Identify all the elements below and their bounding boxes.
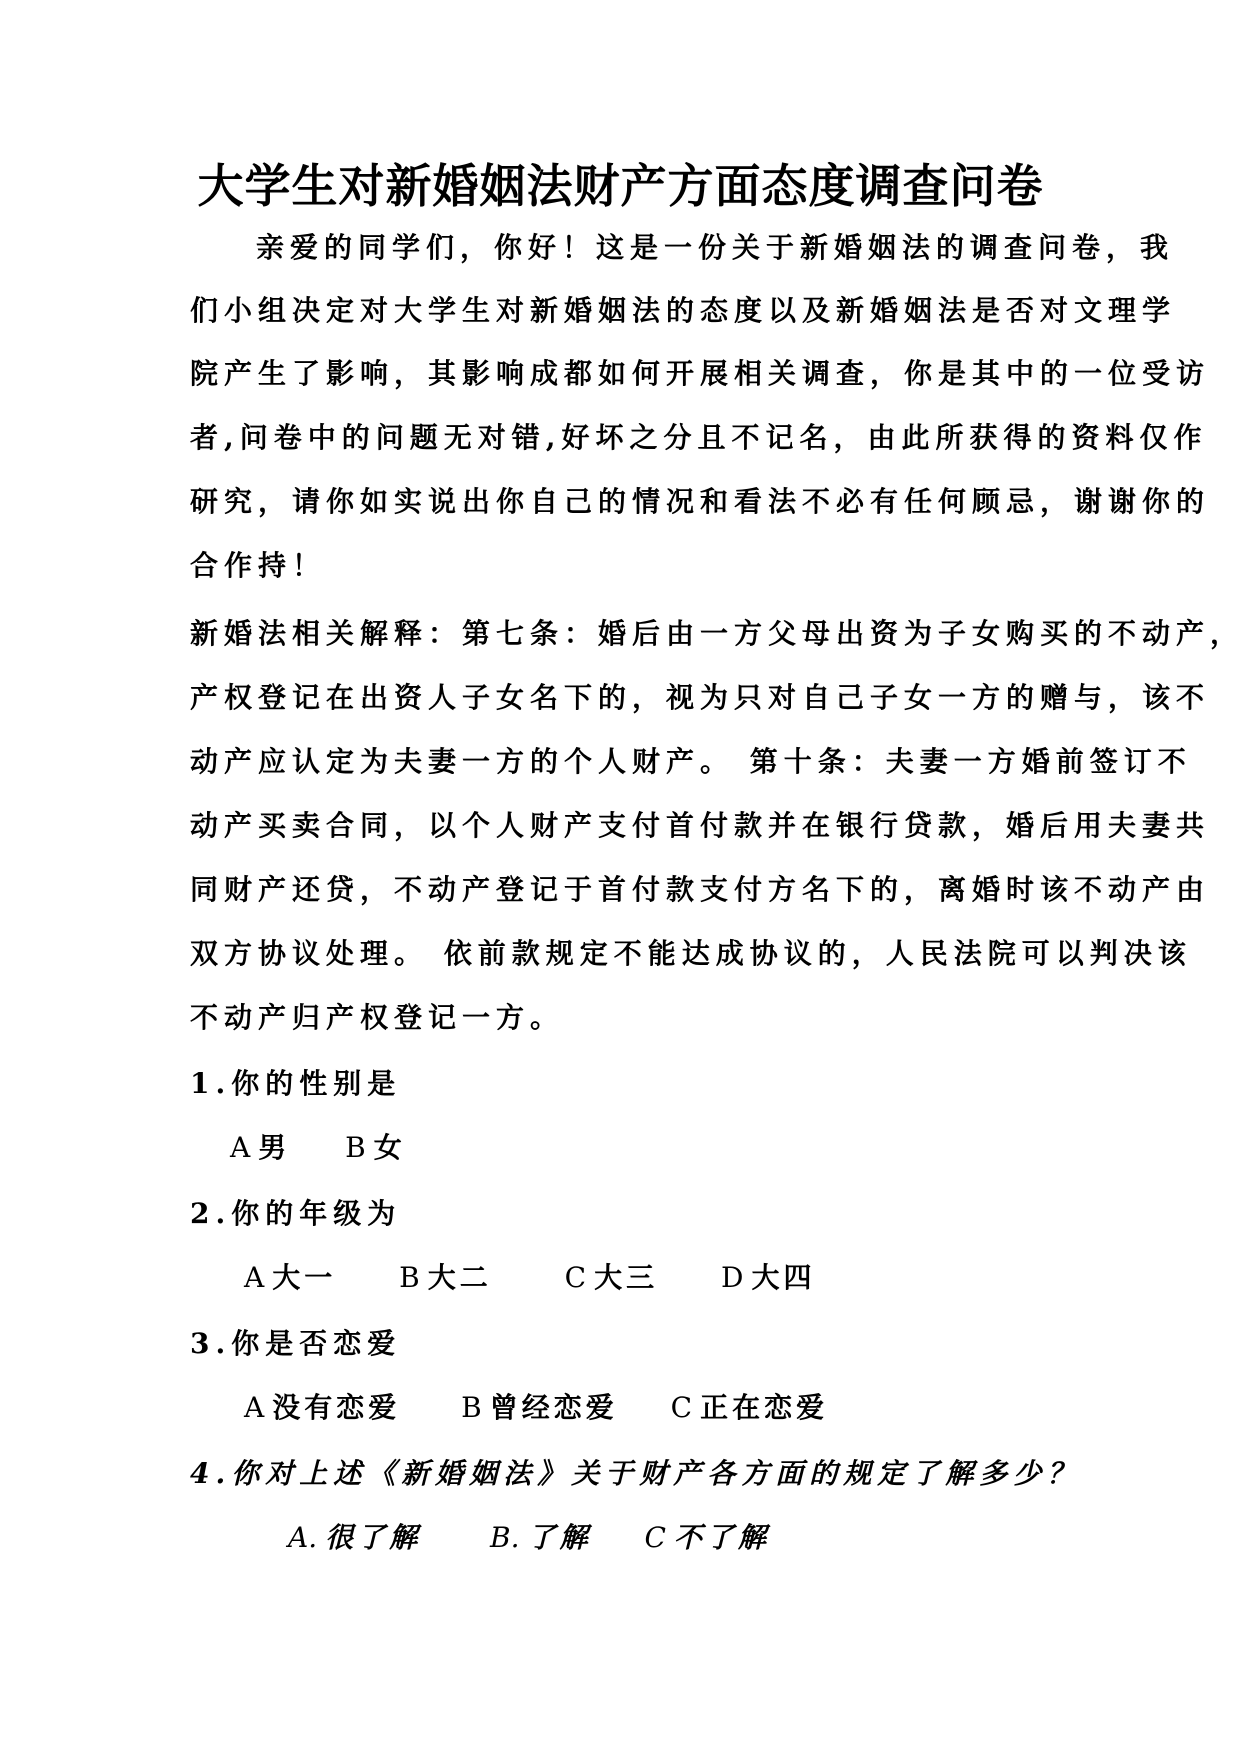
intro-line: 亲爱的同学们，你好！这是一份关于新婚姻法的调查问卷，我 <box>256 231 1175 264</box>
intro-line: 研究，请你如实说出你自己的情况和看法不必有任何顾忌，谢谢你的 <box>190 485 1211 518</box>
option-text: 女 <box>373 1131 406 1164</box>
option-letter: B <box>399 1261 420 1294</box>
option-letter: A <box>230 1131 251 1164</box>
option-text: 大一 <box>272 1261 337 1294</box>
law-line: 动产应认定为夫妻一方的个人财产。 第十条：夫妻一方婚前签订不 <box>190 745 1192 778</box>
intro-line: 合作持！ <box>190 549 327 582</box>
question-4-options <box>288 1518 816 1558</box>
option-letter: A <box>244 1391 265 1424</box>
question-4: 4.你对上述《新婚姻法》关于财产各方面的规定了解多少？ <box>190 1457 1082 1490</box>
option-c[interactable] <box>671 1388 828 1428</box>
option-text: 没有恋爱 <box>272 1391 401 1424</box>
law-line: 新婚法相关解释：第七条：婚后由一方父母出资为子女购买的不动产， <box>190 617 1244 650</box>
intro-line: 院产生了影响，其影响成都如何开展相关调查，你是其中的一位受访 <box>190 357 1211 390</box>
option-text: 不了解 <box>673 1521 770 1554</box>
option-text: 曾经恋爱 <box>489 1391 618 1424</box>
option-letter: A <box>244 1261 265 1294</box>
option-letter: B. <box>490 1521 520 1554</box>
option-text: 大二 <box>427 1261 492 1294</box>
question-3: 3.你是否恋爱 <box>190 1327 402 1360</box>
option-letter: B <box>461 1391 482 1424</box>
option-b[interactable] <box>345 1128 406 1168</box>
law-line: 同财产还贷，不动产登记于首付款支付方名下的，离婚时该不动产由 <box>190 873 1211 906</box>
question-1: 1.你的性别是 <box>190 1067 402 1100</box>
intro-line: 们小组决定对大学生对新婚姻法的态度以及新婚姻法是否对文理学 <box>190 294 1177 327</box>
law-line: 产权登记在出资人子女名下的，视为只对自己子女一方的赠与，该不 <box>190 681 1211 714</box>
law-line: 不动产归产权登记一方。 <box>190 1001 565 1034</box>
option-a[interactable] <box>230 1128 290 1168</box>
option-letter: B <box>345 1131 366 1164</box>
option-d[interactable] <box>721 1258 815 1298</box>
intro-line: 者,问卷中的问题无对错,好坏之分且不记名，由此所获得的资料仅作 <box>190 421 1208 454</box>
option-letter: D <box>721 1261 744 1294</box>
option-letter: A. <box>288 1521 318 1554</box>
question-1-options <box>230 1128 452 1168</box>
option-a[interactable] <box>244 1258 336 1298</box>
question-3-options <box>244 1388 874 1428</box>
question-2-options <box>244 1258 861 1298</box>
option-b[interactable] <box>461 1388 618 1428</box>
option-c[interactable] <box>644 1518 769 1558</box>
option-letter: C <box>644 1521 666 1554</box>
law-line: 双方协议处理。 依前款规定不能达成协议的，人民法院可以判决该 <box>190 937 1192 970</box>
document-title: 大学生对新婚姻法财产方面态度调查问卷 <box>197 159 1044 213</box>
option-text: 很了解 <box>325 1521 422 1554</box>
option-text: 男 <box>258 1131 291 1164</box>
option-letter: C <box>564 1261 587 1294</box>
option-b[interactable] <box>399 1258 492 1298</box>
question-2: 2.你的年级为 <box>190 1197 402 1230</box>
option-text: 正在恋爱 <box>700 1391 829 1424</box>
option-b[interactable] <box>490 1518 592 1558</box>
option-letter: C <box>670 1391 693 1424</box>
law-line: 动产买卖合同，以个人财产支付首付款并在银行贷款，婚后用夫妻共 <box>190 809 1211 842</box>
option-text: 大四 <box>751 1261 816 1294</box>
option-c[interactable] <box>565 1258 658 1298</box>
option-a[interactable] <box>288 1518 421 1558</box>
option-a[interactable] <box>244 1388 400 1428</box>
option-text: 大三 <box>594 1261 659 1294</box>
option-text: 了解 <box>527 1521 592 1554</box>
